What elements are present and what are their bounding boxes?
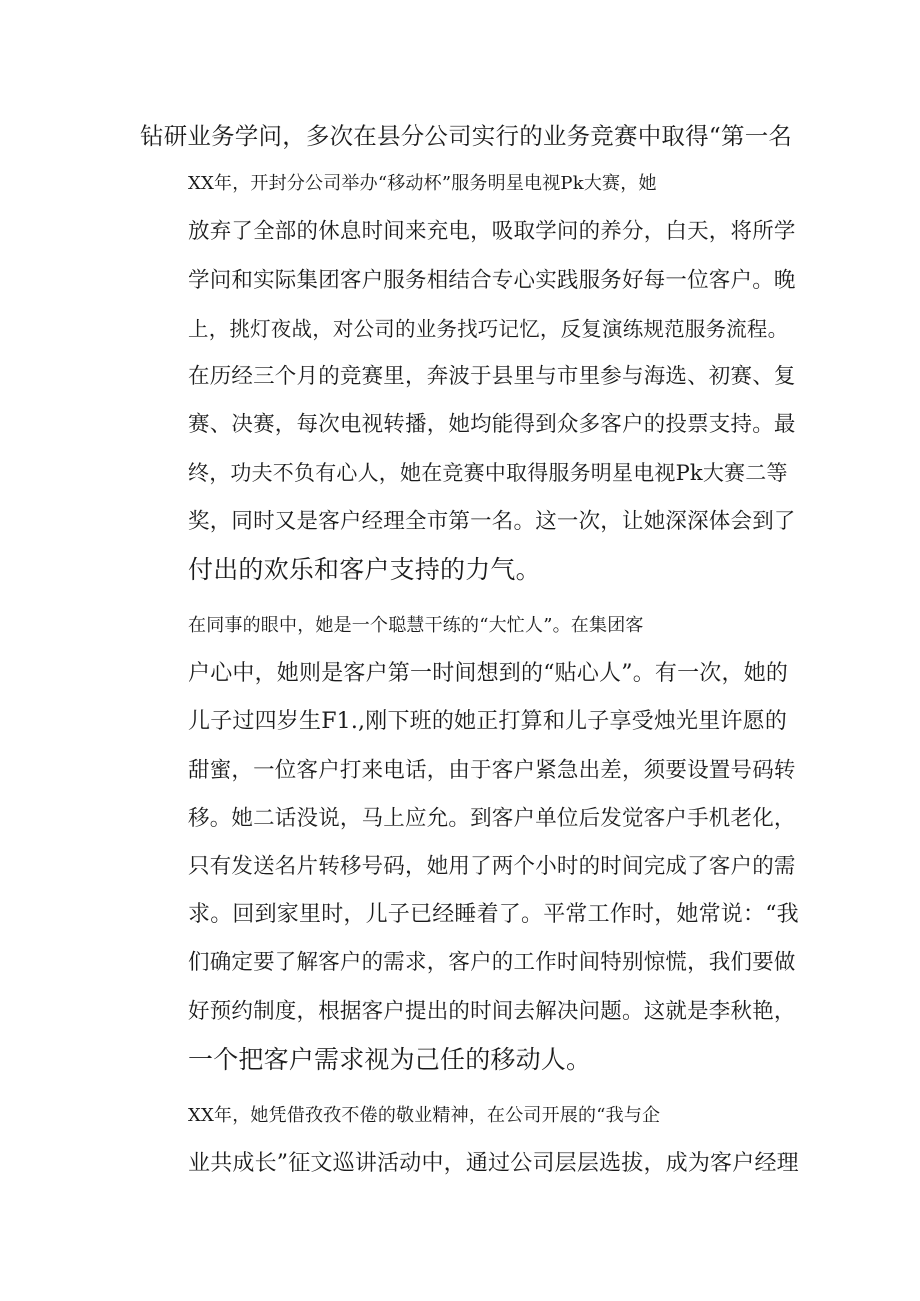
text-line: 户心中，她则是客户第一时间想到的“贴心人”。有一次，她的 bbox=[188, 661, 789, 687]
text-line: 们确定要了解客户的需求，客户的工作时间特别惊慌，我们要做 bbox=[188, 950, 796, 976]
text-line: 求。回到家里时，儿子已经睡着了。平常工作时，她常说：“我 bbox=[188, 902, 799, 928]
paragraph-1 bbox=[140, 112, 800, 160]
text-line: 上，挑灯夜战，对公司的业务找巧记忆，反复演练规范服务流程。 bbox=[188, 316, 789, 341]
text-line: 一个把客户需求视为己任的移动人。 bbox=[188, 1044, 592, 1074]
text-line: 只有发送名片转移号码，她用了两个小时的时间完成了客户的需 bbox=[188, 854, 796, 880]
text-line: 在同事的眼中，她是一个聪慧干练的“大忙人”。在集团客 bbox=[188, 615, 644, 637]
text-line: 赛、决赛，每次电视转播，她均能得到众多客户的投票支持。最 bbox=[188, 412, 796, 438]
text-line: 放弃了全部的休息时间来充电，吸取学问的养分，白天，将所学 bbox=[188, 219, 796, 245]
text-line: 终，功夫不负有心人，她在竞赛中取得服务明星电视Pk大赛二等 bbox=[188, 461, 788, 486]
text-line: 付出的欢乐和客户支持的力气。 bbox=[188, 554, 541, 584]
text-line: 学问和实际集团客户服务相结合专心实践服务好每一位客户。晚 bbox=[188, 267, 796, 293]
document-body bbox=[140, 112, 800, 1188]
text-line: 移。她二话没说，马上应允。到客户单位后发觉客户手机老化， bbox=[188, 805, 796, 831]
paragraph-3 bbox=[140, 602, 800, 1084]
text-line: 奖，同时又是客户经理全市第一名。这一次，让她深深体会到了 bbox=[188, 508, 796, 534]
text-line: 业共成长”征文巡讲活动中，通过公司层层选拔，成为客户经理 bbox=[188, 1151, 799, 1177]
text-line: 甜蜜，一位客户打来电话，由于客户紧急出差，须要设置号码转 bbox=[188, 757, 796, 783]
text-line: XX年，开封分公司举办“移动杯”服务明星电视Pk大赛，她 bbox=[188, 173, 657, 195]
paragraph-4 bbox=[140, 1092, 800, 1188]
paragraph-2 bbox=[140, 160, 800, 594]
text-line: 好预约制度，根据客户提出的时间去解决问题。这就是李秋艳， bbox=[188, 998, 796, 1024]
text-line: 在历经三个月的竞赛里，奔波于县里与市里参与海选、初赛、复 bbox=[188, 364, 796, 390]
text-line: 钻研业务学问，多次在县分公司实行的业务竞赛中取得“第一名 bbox=[140, 122, 793, 150]
text-line: 儿子过四岁生F1.,刚下班的她正打算和儿子享受烛光里许愿的 bbox=[188, 709, 788, 735]
text-line: XX年，她凭借孜孜不倦的敬业精神，在公司开展的“我与企 bbox=[188, 1105, 661, 1127]
